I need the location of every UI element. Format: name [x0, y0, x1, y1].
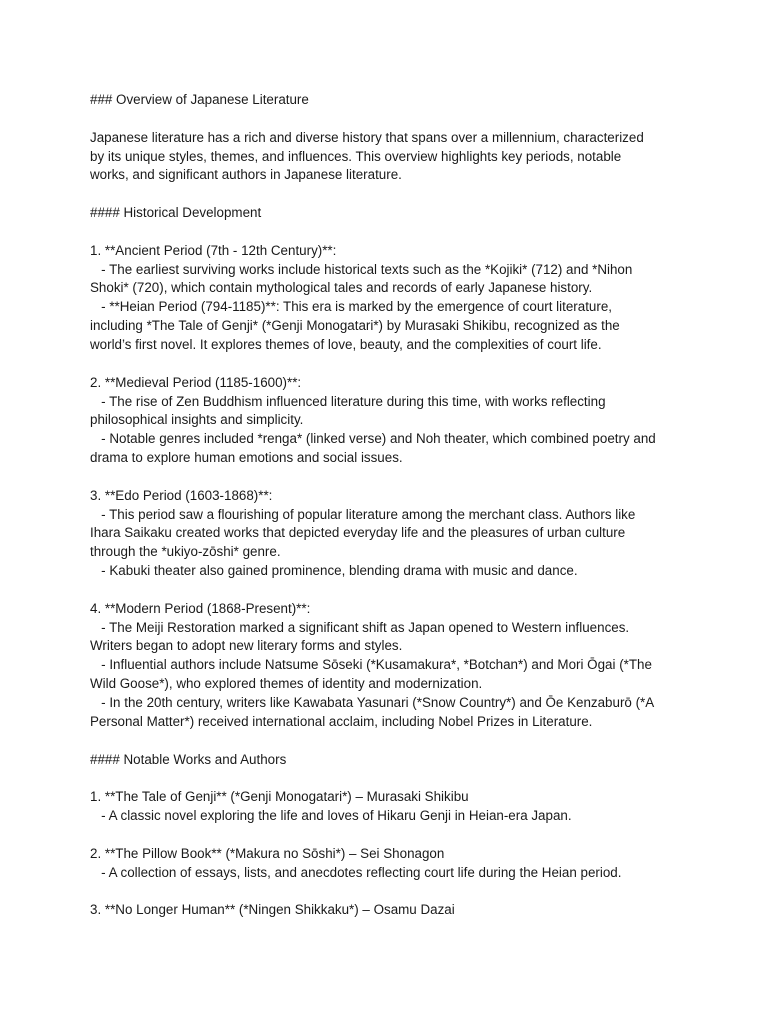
- blank-line: [90, 110, 750, 129]
- bullet-line: - The rise of Zen Buddhism influenced literature during this time, with works reflecting: [90, 393, 606, 409]
- text-line: Writers began to adopt new literary forms and styles.: [90, 638, 403, 654]
- list-item-heading: 3. **No Longer Human** (*Ningen Shikkaku*) – Osamu Dazai: [90, 902, 455, 918]
- list-item-heading: 1. **The Tale of Genji** (*Genji Monogatari*) – Murasaki Shikibu: [90, 789, 469, 805]
- text-line: Japanese literature has a rich and diverse history that spans over a millennium, characterized: [90, 129, 644, 145]
- blank-line: [90, 581, 750, 600]
- text-line: including *The Tale of Genji* (*Genji Monogatari*) by Murasaki Shikibu, recognized as the: [90, 318, 620, 334]
- blank-line: [90, 468, 750, 487]
- document-title: ### Overview of Japanese Literature: [90, 92, 309, 107]
- list-item-heading: 2. **The Pillow Book** (*Makura no Sōshi*) – Sei Shonagon: [90, 845, 445, 861]
- bullet-line: - **Heian Period (794-1185)**: This era is marked by the emergence of court literature,: [90, 299, 612, 315]
- text-line: philosophical insights and simplicity.: [90, 412, 304, 428]
- blank-line: [90, 355, 750, 374]
- text-line: Personal Matter*) received international acclaim, including Nobel Prizes in Literature.: [90, 713, 593, 729]
- blank-line: [90, 185, 750, 204]
- document-page: [90, 91, 750, 920]
- blank-line: [90, 826, 750, 845]
- blank-line: [90, 223, 750, 242]
- blank-line: [90, 769, 750, 788]
- text-line: by its unique styles, themes, and influences. This overview highlights key periods, notable: [90, 148, 622, 164]
- blank-line: [90, 882, 750, 901]
- section-heading: #### Notable Works and Authors: [90, 751, 287, 767]
- bullet-line: - Influential authors include Natsume Sōseki (*Kusamakura*, *Botchan*) and Mori Ōgai (*The: [90, 657, 652, 673]
- bullet-line: - The earliest surviving works include historical texts such as the *Kojiki* (712) and *Nihon: [90, 261, 633, 277]
- blank-line: [90, 732, 750, 751]
- text-line: world’s first novel. It explores themes of love, beauty, and the complexities of court life.: [90, 336, 602, 352]
- bullet-line: - In the 20th century, writers like Kawabata Yasunari (*Snow Country*) and Ōe Kenzaburō (*A: [90, 695, 655, 710]
- section-heading: #### Historical Development: [90, 205, 262, 221]
- list-item-heading: 1. **Ancient Period (7th - 12th Century)**:: [90, 242, 337, 258]
- bullet-line: - Kabuki theater also gained prominence, blending drama with music and dance.: [90, 563, 578, 579]
- text-line: drama to explore human emotions and social issues.: [90, 450, 403, 466]
- text-line: works, and significant authors in Japanese literature.: [90, 167, 402, 183]
- list-item-heading: 2. **Medieval Period (1185-1600)**:: [90, 374, 302, 390]
- text-line: Ihara Saikaku created works that depicted everyday life and the pleasures of urban culture: [90, 525, 626, 541]
- text-line: Wild Goose*), who explored themes of identity and modernization.: [90, 676, 483, 692]
- bullet-line: - The Meiji Restoration marked a significant shift as Japan opened to Western influences.: [90, 619, 630, 635]
- list-item-heading: 4. **Modern Period (1868-Present)**:: [90, 600, 311, 616]
- bullet-line: - This period saw a flourishing of popular literature among the merchant class. Authors like: [90, 506, 636, 522]
- bullet-line: - Notable genres included *renga* (linked verse) and Noh theater, which combined poetry and: [90, 431, 656, 447]
- list-item-heading: 3. **Edo Period (1603-1868)**:: [90, 487, 273, 503]
- text-line: Shoki* (720), which contain mythological tales and records of early Japanese history.: [90, 280, 593, 296]
- text-line: through the *ukiyo-zōshi* genre.: [90, 544, 281, 560]
- bullet-line: - A collection of essays, lists, and anecdotes reflecting court life during the Heian period.: [90, 864, 622, 880]
- bullet-line: - A classic novel exploring the life and loves of Hikaru Genji in Heian-era Japan.: [90, 808, 572, 824]
